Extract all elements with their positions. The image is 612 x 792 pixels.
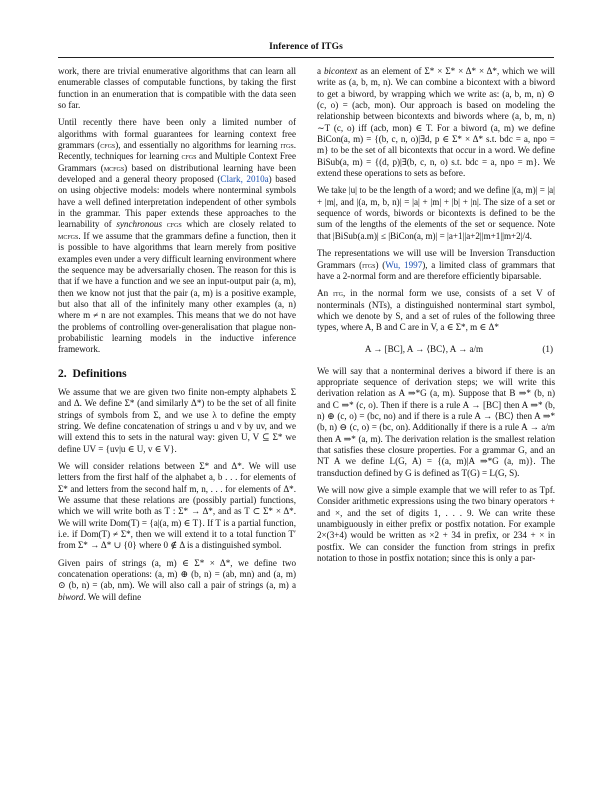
citation-wu-1997[interactable]: Wu, 1997 bbox=[385, 259, 423, 270]
left-column bbox=[58, 66, 296, 609]
equation-number: (1) bbox=[542, 343, 553, 354]
equation-formula: A → [BC], A → ⟨BC⟩, A → a/m bbox=[364, 343, 484, 354]
right-column bbox=[317, 66, 555, 570]
header-rule bbox=[58, 57, 554, 58]
paragraph-intro-end: work, there are trivial enumerative algorithms that can learn all enumerable classes of computable functions, by taking the first function in an enumeration that is compatible with the data seen so far. bbox=[58, 66, 296, 111]
paragraph-itg-intro: The representations we will use will be Inversion Transduction Grammars (itgs) (Wu, 1997), a limited class of grammars that have a 2-normal form and are therefore efficiently biparsable. bbox=[317, 248, 555, 281]
paragraph-normal-form: An itg, in the normal form we use, consists of a set V of nonterminals (NTs), a distinguished nonterminal start symbol, which we denote by S, and a set of rules of the following three types, where A, B and C are in V, a ∈ Σ*, m ∈ Δ* bbox=[317, 288, 555, 333]
paragraph-derivation: We will say that a nonterminal derives a biword if there is an appropriate sequence of derivation steps; we will write this derivation relation as A ⇒*G (a, m). Suppose that B ⇒* (b, n) and C ⇒* (c, o). Then if there is a rule A → [BC] then A ⇒* (b, n) ⊕ (c, o) = (bc, no) and if there is a rule A → ⟨BC⟩ then A ⇒* (b, n) ⊖ (c, o) = (bc, on). Additionally if there is a rule A → a/m then A ⇒* (a, m). The derivation relation is the smallest relation that satisfies these closure properties. For a grammar G, and an NT A we define L(G, A) = {(a, m)|A ⇒*G (a, m)}. The transduction defined by G is defined as T(G) = L(G, S). bbox=[317, 365, 555, 478]
paragraph-alphabets: We assume that we are given two finite non-empty alphabets Σ and Δ. We define Σ* (and similarly Δ*) to be the set of all finite strings of symbols from Σ, and we use λ to define the empty string. We define concatenation of strings u and v by uv, and we will extend this to sets in the natural way: given U, V ⊆ Σ* we define UV = {uv|u ∈ U, v ∈ V}. bbox=[58, 386, 296, 454]
citation-clark-2010a[interactable]: Clark, 2010a bbox=[220, 174, 269, 185]
section-heading-definitions: 2. Definitions bbox=[58, 366, 127, 380]
paragraph-biword: Given pairs of strings (a, m) ∈ Σ* × Δ*, we define two concatenation operations: (a, m) ⊕ (b, n) = (ab, mn) and (a, m) ⊙ (b, n) = (ab, nm). We will also call a pair of strings (a, m) a biword. We will define bbox=[58, 557, 296, 602]
paragraph-example: We will now give a simple example that we will refer to as Tpf. Consider arithmetic expressions using the two binary operators + and ×, and the set of digits 1, . . . 9. We can write these unambiguously in either prefix or postfix notation. For example 2×(3+4) would be written as ×2 + 34 in prefix, or 234 + × in postfix. We can consider the function from strings in prefix notation to those in postfix notation; since this is only a par- bbox=[317, 485, 555, 564]
paragraph-length: We take |u| to be the length of a word; and we define |(a, m)| = |a| + |m|, and |(a, m, b, n)| = |a| + |m| + |b| + |n|. The size of a set or sequence of words, biwords or bicontexts is defined to be the sum of the lengths of the elements of the set or sequence. Note that |BiSub(a.m)| ≤ |BiCon(a, m)| = |a+1||a+2||m+1||m+2|/4. bbox=[317, 185, 555, 241]
running-header: Inference of ITGs bbox=[269, 42, 343, 52]
equation-1 bbox=[317, 342, 555, 360]
paragraph-bicontext: a bicontext as an element of Σ* × Σ* × Δ* × Δ*, which we will write as (a, b, m, n). We can combine a bicontext with a biword to get a biword, by wrapping which we write as: (a, b, m, n) ⊙ (c, o) = (acb, mon). Our approach is based on modeling the relationship between bicontexts and biwords where (a, b, m, n) ∼T (c, o) iff (acb, mon) ∈ T. For a biword (a, m) we define BiCon(a, m) = {(b, c, n, o)|∃d, p ∈ Σ* × Δ* s.t. bdc = a, npo = m} to be the set of all bicontexts that occur in a word. We define BiSub(a, m) = {(d, p)|∃(b, c, n, o) s.t. bdc = a, npo = m}. We extend these operations to sets as before. bbox=[317, 66, 556, 179]
paragraph-prior-work: Until recently there have been only a limited number of algorithms with formal guarantees for learning context free grammars (cfgs), and essentially no algorithms for learning itgs. Recently, techniques for learning cfgs and Multiple Context Free Grammars (mcfgs) based on distributional learning have been developed and a general theory proposed (Clark, 2010a) based on using objective models: models where nonterminal symbols have a well defined interpretation independent of other symbols in the grammar. This paper extends these approaches to the learnability of synchronous cfgs which are closely related to mcfgs. If we assume that the grammars define a function, then it is possible to have algorithms that learn merely from positive examples even under a very difficult learning environment where the sequence may be adversarially chosen. The reason for this is that if we have a function and we see an input-output pair (a, m), then we know not just that the pair (a, m) is a positive example, but also that all of the infinitely many other examples (a, n) where m ≠ n are not examples. This means that we do not have the problems of controlling over-generalisation that plague non-probabilistic learning models in the inductive inference framework. bbox=[58, 117, 296, 355]
paragraph-relations: We will consider relations between Σ* and Δ*. We will use letters from the first half of the alphabet a, b . . . for elements of Σ* and letters from the second half m, n, . . . for elements of Δ*. We assume that these relations are (possibly partial) functions, which we will write both as T : Σ* → Δ*, and as T ⊂ Σ* × Δ*. We will write Dom(T) = {a|(a, m) ∈ T}. If T is a partial function, i.e. if Dom(T) ≠ Σ*, then we will extend it to a total function T′ from Σ* → Δ* ∪ {0} where 0 ∉ Δ is a distinguished symbol. bbox=[58, 461, 296, 551]
